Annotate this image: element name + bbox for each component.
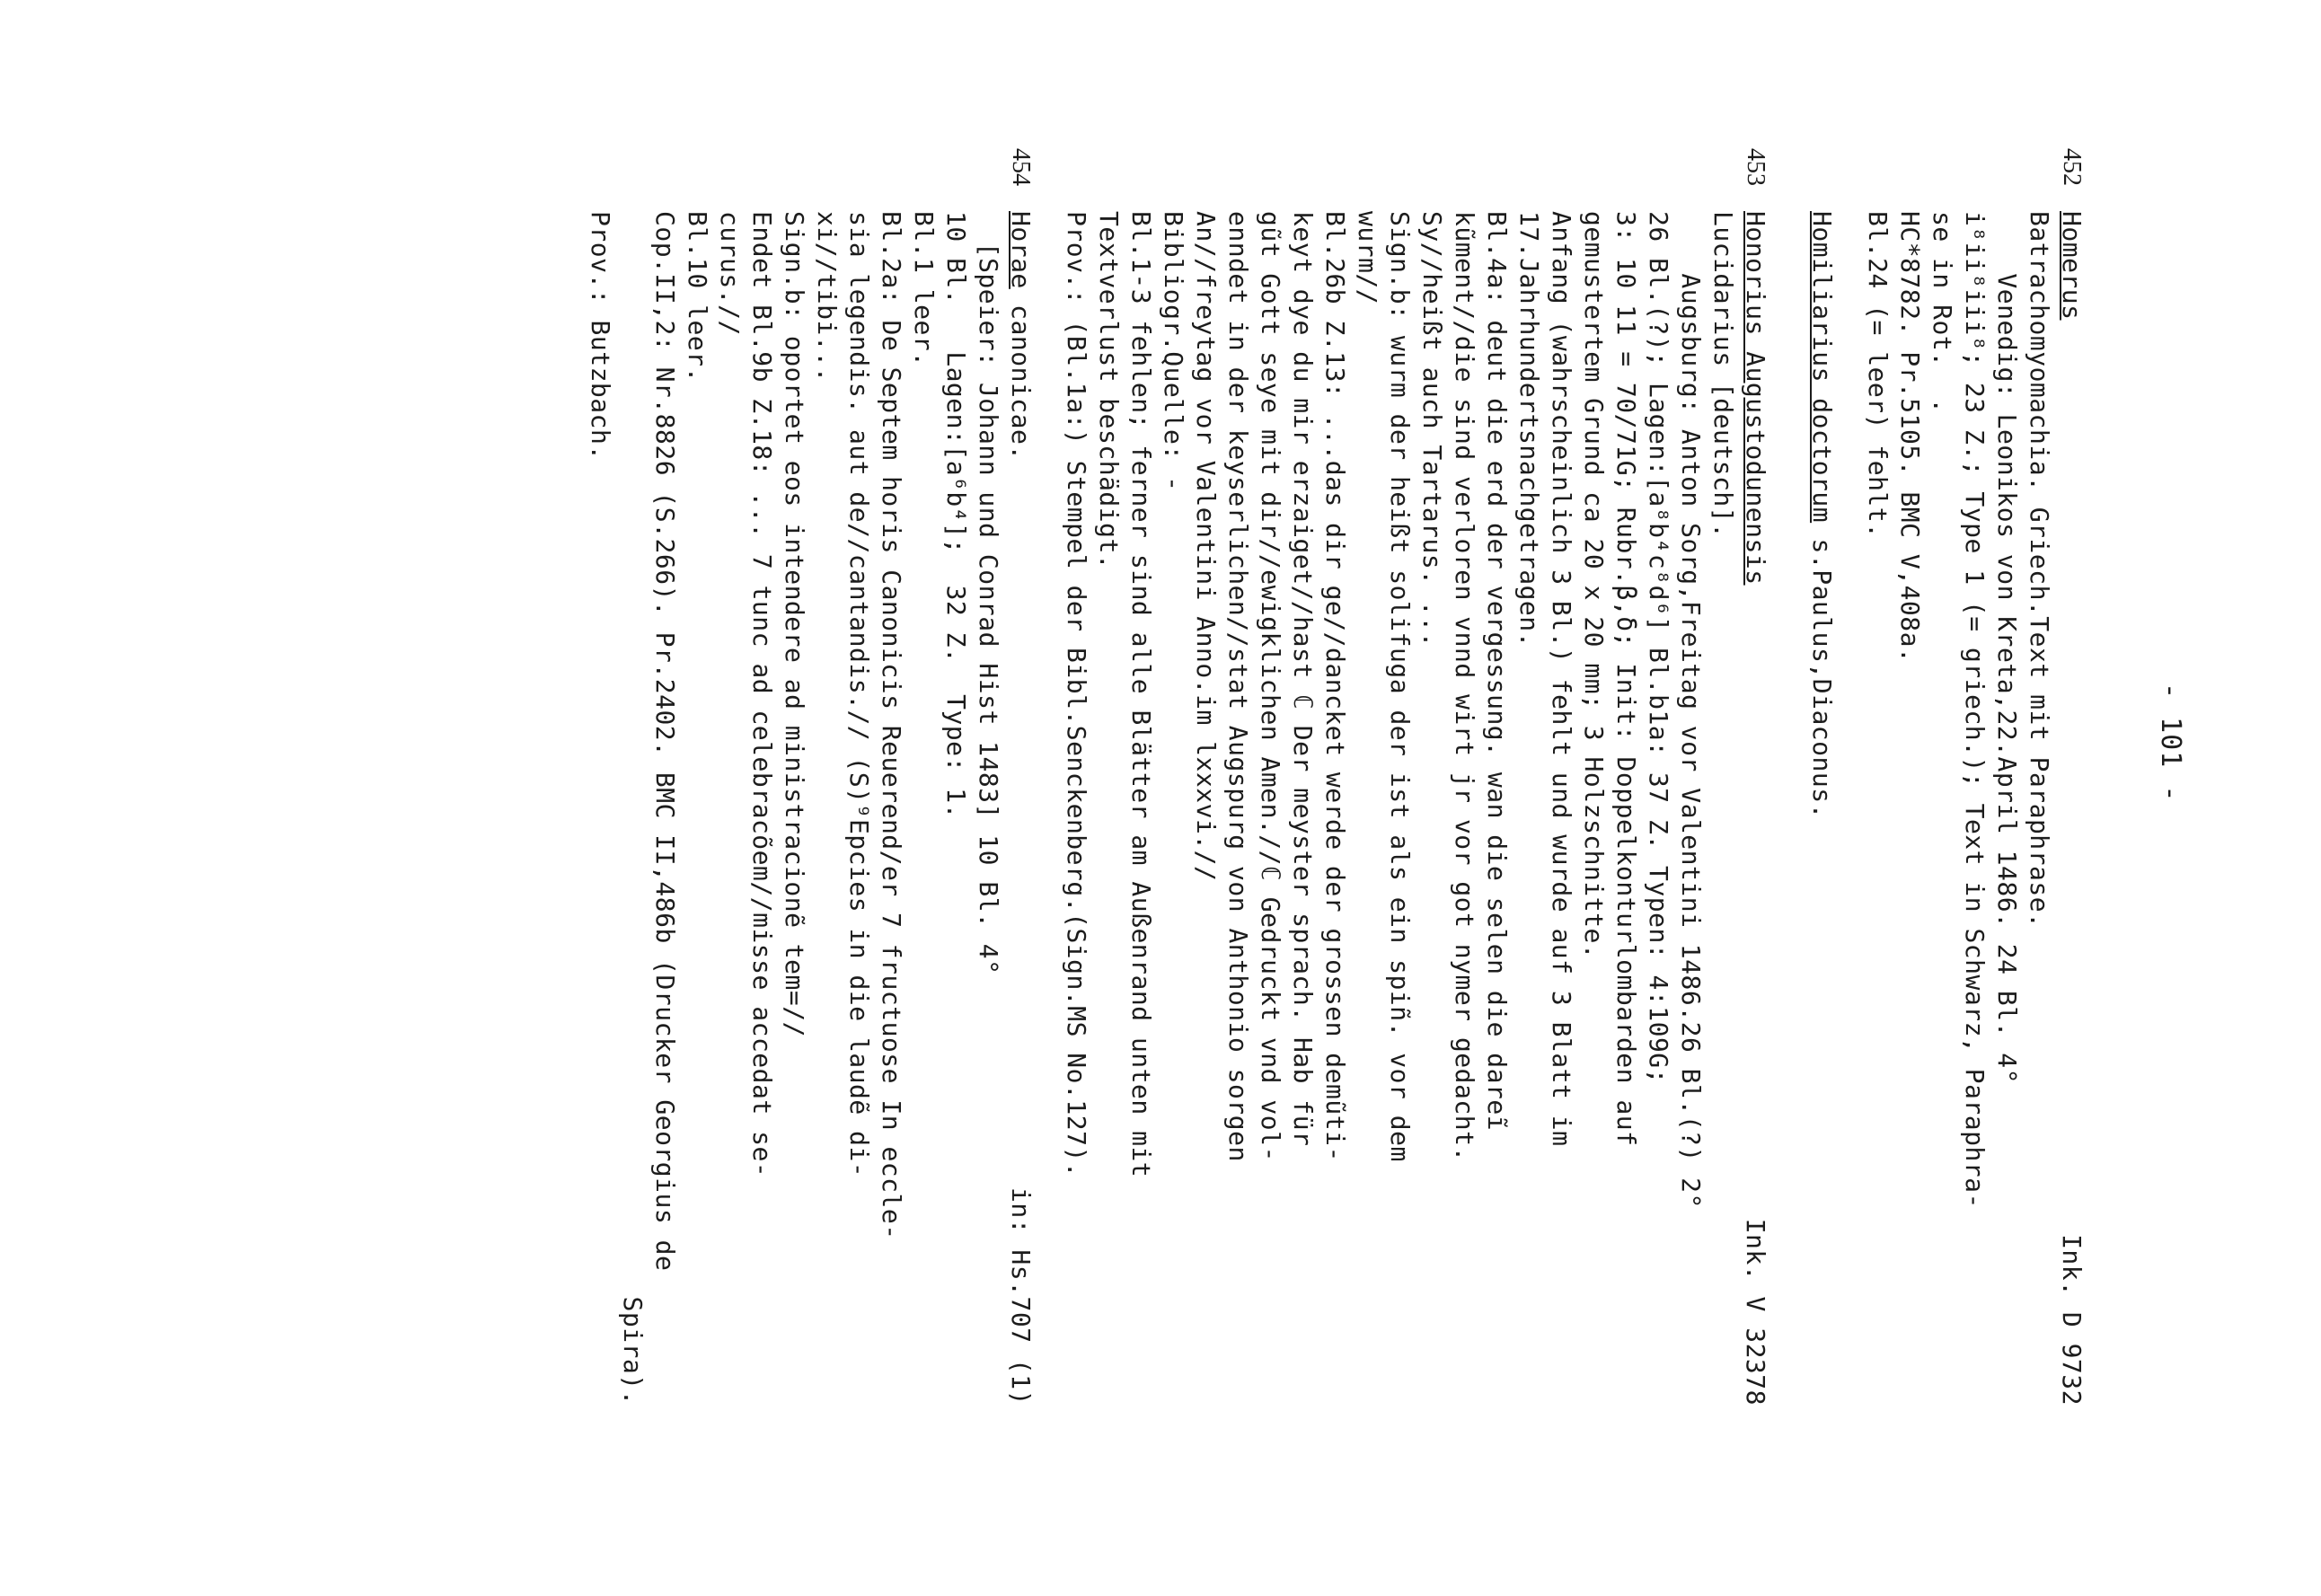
entry-line: kũment//die sind verloren vnnd wirt jr vor got nymer gedacht. [1450,211,1479,1162]
entry-line: 10 Bl. Lagen:[a⁶b⁴]; 32 Z. Type: 1. [941,211,971,819]
entry-line: Prov.: Butzbach. [586,211,615,461]
entry-body [584,211,1037,1424]
entry-title-group [1004,211,1037,461]
catalogue-content [560,148,2087,1424]
entry-number: 454 [1007,148,1035,186]
entry-location: in: Hs.707 (1) [1006,1186,1036,1406]
catalogue-entry-452 [1861,148,2087,1424]
entry-line: Sign.b: wurm der heißt solifuga der ist als ein spiñ. vor dem [1385,211,1415,1162]
entry-line-continuation: Spira). [618,1296,648,1406]
entry-line: Sy//heißt auch Tartarus. ... [1417,211,1447,648]
entry-line: sia legendis. aut de//cantandis.// (S)⁹Epcies in die laudẽ di- [844,211,874,1178]
entry-line: Bl.26b Z.13: ...das dir ge//dancket werde der grossen demũti- [1320,211,1350,1162]
entry-title: Honorius Augustodunensis [1741,211,1770,586]
entry-line: curus.// [715,211,745,336]
entry-line: keyt dye du mir erzaiget//hast ℂ Der meyster sprach. Hab für [1288,211,1318,1147]
cross-reference-title: Homiliarius doctorum [1807,211,1837,524]
cross-reference-target: s.Paulus,Diaconus. [1807,523,1837,819]
entry-title: Homerus [2057,211,2087,321]
entry-title: Horae [1006,211,1036,289]
entry-line: Batrachomyomachia. Griech.Text mit Paraphrase. [2025,211,2054,929]
entry-line: Bl.1-3 fehlen; ferner sind alle Blätter am Außenrand unten mit [1126,211,1156,1178]
entry-line: 17.Jahrhundertsnachgetragen. [1514,211,1544,648]
entry-line: Prov.: (Bl.1a:) Stempel der Bibl.Senckenberg.(Sign.MS No.127). [1062,211,1091,1178]
entry-line: gũt Gott seye mit dir//ewigklichen Amen.//ℂ Gedruckt vnd vol- [1256,211,1285,1162]
entry-line: An//freytag vor Valentini Anno.im lxxxvi.// [1191,211,1221,882]
entry-heading [1004,211,1037,1424]
catalogue-entry-454 [584,148,1037,1424]
entry-heading [1739,211,1771,1424]
entry-line: xi//tibi... [812,211,842,383]
entry-line: Endet Bl.9b Z.18: ... 7 tunc ad celebracõem//misse accedat se- [747,211,777,1178]
entry-line: Sign.b: oportet eos intendere ad ministracionẽ tem=// [780,211,809,1037]
entry-line: enndet in der keyserlichen//stat Augspurg von Anthonio sorgen [1223,211,1253,1162]
cross-reference [1805,211,1838,1424]
entry-line: Bl.2a: De Septem horis Canonicis Reuerend/er 7 fructuose In eccle- [877,211,906,1240]
entry-line: Bl.10 leer. [683,211,712,383]
entry-body [1861,211,2087,1424]
entry-line: Bl.24 (= leer) fehlt. [1863,211,1893,539]
entry-line: Bl.1 leer. [909,211,939,367]
entry-line: 3: 10 11 = 70/71G; Rubr.β,δ; Init: Doppelkonturlombarden auf [1611,211,1641,1147]
entry-line: [Speier: Johann und Conrad Hist 1483] 10 Bl. 4° [974,211,1003,975]
entry-line: Cop.II,2: Nr.8826 (S.266). Pr.2402. BMC II,486b (Drucker Georgius de [650,211,680,1272]
entry-line: se in Rot. . [1928,211,1957,414]
entry-line: Bl.4a: deut die erd der vergessung. wan die selen die dareĩ [1482,211,1512,1132]
entry-shelfmark: Ink. V 32378 [1741,1218,1770,1406]
entry-shelfmark: Ink. D 9732 [2057,1234,2087,1406]
entry-number: 453 [1742,148,1769,186]
entry-line: Anfang (wahrscheinlich 3 Bl.) fehlt und wurde auf 3 Blatt im [1547,211,1576,1147]
entry-line: i⁸ii⁸iii⁸; 23 Z.; Type 1 (= griech.); Text in Schwarz, Paraphra- [1960,211,1990,1209]
entry-number: 452 [2058,148,2086,186]
entry-line: Venedig: Leonikos von Kreta,22.April 1486. 24 Bl. 4° [1992,211,2022,1085]
entry-line: Bibliogr.Quelle: - [1159,211,1188,492]
entry-line: Textverlust beschädigt. [1094,211,1124,570]
entry-body [1060,211,1771,1424]
entry-line: Lucidarius [deutsch]. [1708,211,1738,539]
entry-line: wurm// [1353,211,1382,305]
entry-title-rest: canonicae. [1006,288,1036,461]
entry-line: HC*8782. Pr.5105. BMC V,408a. [1895,211,1925,664]
entry-line: Augsburg: Anton Sorg,Freitag vor Valentini 1486.26 Bl.(?) 2° [1676,211,1706,1209]
entry-line: 26 Bl.(?); Lagen:[a⁸b⁴c⁸d⁶] Bl.b1a: 37 Z. Typen: 4:109G; [1644,211,1673,1085]
entry-heading [2055,211,2087,1424]
page-number: - 101 - [2155,683,2186,803]
catalogue-entry-453 [1060,148,1771,1424]
entry-line: gemustertem Grund ca 20 x 20 mm; 3 Holzschnitte. [1579,211,1609,960]
